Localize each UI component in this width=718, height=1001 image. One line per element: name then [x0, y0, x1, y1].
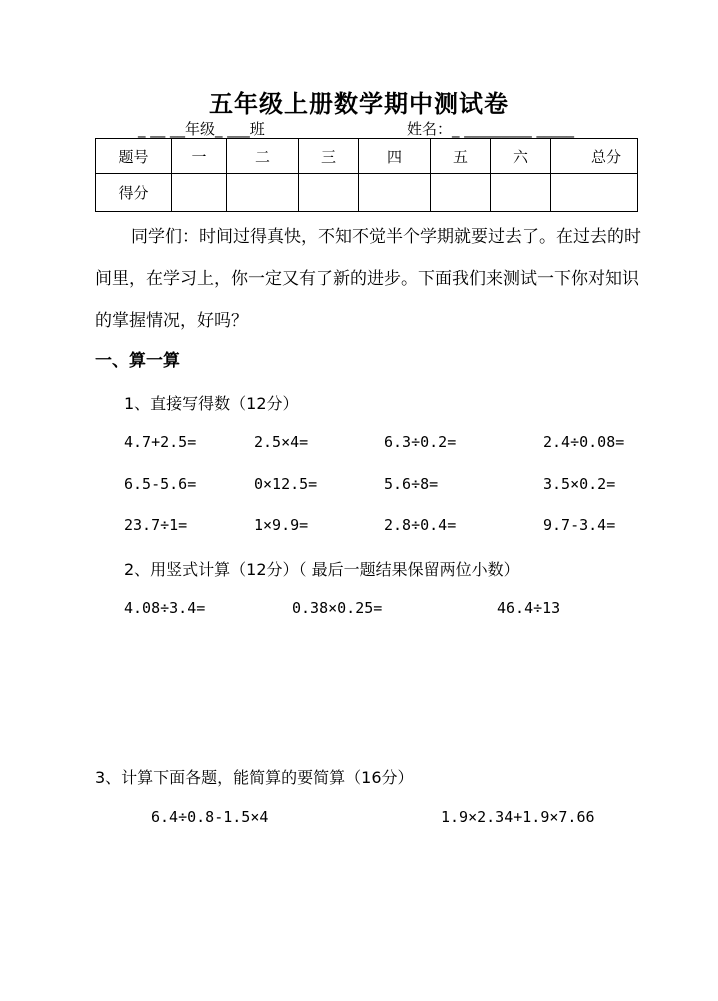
calc-item: 2.5×4= [254, 433, 309, 451]
calc-item: 4.7+2.5= [124, 433, 197, 451]
calc-item: 1×9.9= [254, 516, 309, 534]
vertical-calc-item: 0.38×0.25= [292, 599, 383, 617]
question-1-title: 1、直接写得数（12分） [124, 394, 299, 413]
vertical-calc-item: 4.08÷3.4= [124, 599, 206, 617]
section-1-title: 一、算一算 [95, 351, 180, 371]
simplify-calc-item: 6.4÷0.8-1.5×4 [151, 808, 269, 826]
score-input-cell[interactable] [227, 174, 299, 212]
score-cell-header: 一 [172, 139, 227, 174]
calc-item: 23.7÷1= [124, 516, 188, 534]
calc-item: 6.5-5.6= [124, 475, 197, 493]
score-input-cell[interactable] [431, 174, 491, 212]
score-cell-header: 五 [431, 139, 491, 174]
score-input-cell[interactable] [359, 174, 431, 212]
score-cell-header: 三 [299, 139, 359, 174]
score-input-cell[interactable] [172, 174, 227, 212]
score-input-cell[interactable] [299, 174, 359, 212]
score-cell-header: 六 [491, 139, 551, 174]
score-cell-label: 题号 [96, 139, 172, 174]
score-input-cell[interactable] [551, 174, 638, 212]
intro-paragraph [95, 216, 650, 342]
page-title: 五年级上册数学期中测试卷 [209, 89, 509, 118]
calc-item: 3.5×0.2= [543, 475, 616, 493]
question-2-title: 2、用竖式计算（12分）（ 最后一题结果保留两位小数） [124, 560, 520, 579]
calc-item: 9.7-3.4= [543, 516, 616, 534]
score-cell-header: 二 [227, 139, 299, 174]
score-input-cell[interactable] [491, 174, 551, 212]
score-table-score-row [96, 174, 638, 212]
class-blank: _ __ __年级_ ___班 [138, 120, 265, 138]
vertical-calc-item: 46.4÷13 [497, 599, 561, 617]
question-3-title: 3、计算下面各题，能简算的要简算（16分） [95, 768, 414, 787]
score-cell-header: 四 [359, 139, 431, 174]
score-cell-total: 总分 [551, 139, 638, 174]
calc-item: 0×12.5= [254, 475, 318, 493]
intro-text: 同学们：时间过得真快，不知不觉半个学期就要过去了。在过去的时间里，在学习上，你一定又有了新的进步。下面我们来测试一下你对知识的掌握情况，好吗？ [95, 227, 641, 331]
score-cell-label: 得分 [96, 174, 172, 212]
score-table [95, 138, 638, 212]
name-blank: 姓名：_ _________ _____ [407, 120, 575, 138]
calc-item: 2.8÷0.4= [384, 516, 457, 534]
calc-item: 6.3÷0.2= [384, 433, 457, 451]
simplify-calc-item: 1.9×2.34+1.9×7.66 [441, 808, 595, 826]
score-table-header-row [96, 139, 638, 174]
calc-item: 5.6÷8= [384, 475, 439, 493]
calc-item: 2.4÷0.08= [543, 433, 625, 451]
